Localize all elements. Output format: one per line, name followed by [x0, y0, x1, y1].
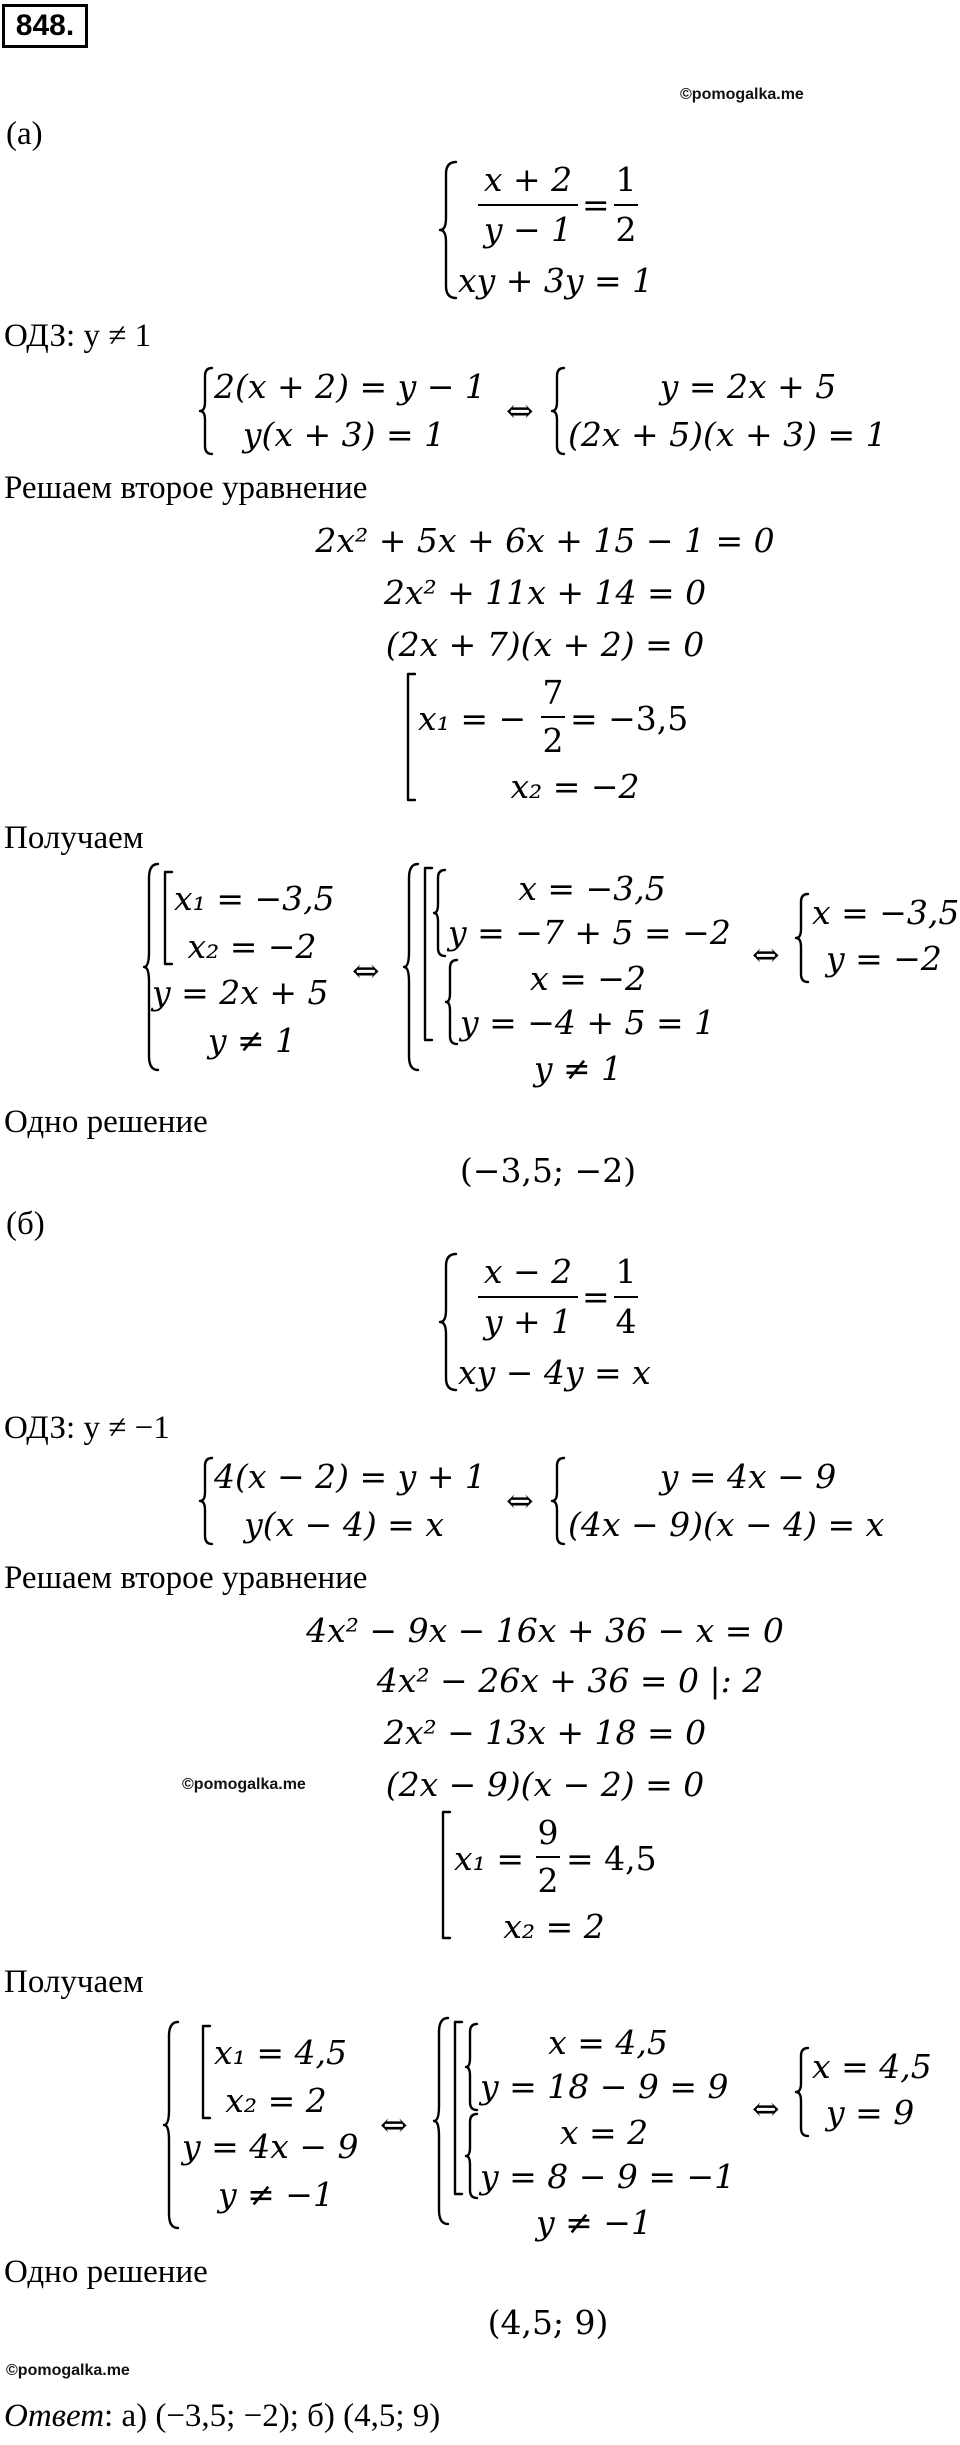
- section-heading: Решаем второе уравнение: [4, 470, 368, 506]
- equation: y = 4x − 9: [659, 1457, 837, 1496]
- equation: y = −4 + 5 = 1: [460, 1003, 716, 1042]
- equation: y(x − 4) = x: [244, 1505, 444, 1544]
- final-answer-label: Ответ: [4, 2398, 105, 2434]
- equation: 4x² − 26x + 36 = 0 |: 2: [376, 1661, 764, 1700]
- equals-sign: =: [582, 185, 610, 224]
- brace: [440, 160, 460, 300]
- equation: 4(x − 2) = y + 1: [214, 1457, 486, 1496]
- final-answer: [4, 2400, 440, 2433]
- fraction-numerator: x − 2: [483, 1252, 573, 1291]
- watermark: ©pomogalka.me: [6, 2362, 130, 2379]
- part-a-label: (а): [6, 116, 43, 152]
- root-value: = 4,5: [566, 1839, 657, 1878]
- equation: y ≠ 1: [533, 1049, 623, 1088]
- equation: y = 2x + 5: [659, 367, 837, 406]
- equation: 2x² + 5x + 6x + 15 − 1 = 0: [315, 521, 775, 560]
- equation: y = 18 − 9 = 9: [480, 2067, 729, 2106]
- fraction-bar: [614, 1296, 638, 1298]
- root-equation: x₂ = 2: [503, 1907, 605, 1946]
- equation: x = 4,5: [812, 2047, 932, 2086]
- equation: x = −3,5: [812, 893, 960, 932]
- section-heading: Одно решение: [4, 2254, 208, 2290]
- odz: ОДЗ: y ≠ −1: [4, 1410, 170, 1446]
- equation: y(x + 3) = 1: [242, 415, 446, 454]
- equation: (2x + 7)(x + 2) = 0: [385, 625, 705, 664]
- bracket: [440, 1810, 452, 1940]
- equation: x = 4,5: [548, 2023, 668, 2062]
- equation: y = 8 − 9 = −1: [480, 2157, 736, 2196]
- watermark: ©pomogalka.me: [182, 1776, 306, 1793]
- equation: y = 2x + 5: [152, 973, 329, 1012]
- fraction-numerator: 1: [615, 1252, 637, 1291]
- equivalence-sign: ⇔: [752, 2089, 780, 2128]
- brace: [440, 1252, 460, 1392]
- fraction-denominator: 2: [615, 210, 637, 249]
- fraction-denominator: 4: [615, 1302, 637, 1341]
- section-heading: Решаем второе уравнение: [4, 1560, 368, 1596]
- brace: [466, 2022, 480, 2112]
- bracket: [405, 672, 417, 802]
- watermark: ©pomogalka.me: [680, 86, 804, 103]
- equation: 2x² − 13x + 18 = 0: [383, 1713, 707, 1752]
- equation: x₂ = −2: [187, 927, 317, 966]
- brace: [466, 2112, 480, 2200]
- equation: x = −2: [530, 959, 646, 998]
- bracket: [452, 2020, 464, 2196]
- root-equation: x₁ =: [454, 1839, 524, 1878]
- bracket: [162, 870, 174, 966]
- equation: y ≠ 1: [207, 1021, 297, 1060]
- brace: [446, 958, 460, 1046]
- section-heading: Одно решение: [4, 1104, 208, 1140]
- part-b-label: (б): [6, 1206, 45, 1242]
- fraction-bar: [541, 716, 565, 718]
- equation: (2x − 9)(x − 2) = 0: [385, 1765, 705, 1804]
- problem-number: 848.: [2, 4, 88, 48]
- brace: [796, 892, 812, 984]
- final-answer-text: : а) (−3,5; −2); б) (4,5; 9): [104, 2398, 441, 2434]
- fraction-denominator: y − 1: [483, 210, 573, 249]
- brace: [144, 862, 162, 1072]
- fraction-numerator: x + 2: [483, 160, 573, 199]
- fraction-denominator: 2: [537, 1861, 559, 1900]
- brace: [796, 2046, 812, 2138]
- equivalence-sign: ⇔: [752, 935, 780, 974]
- fraction-bar: [614, 204, 638, 206]
- brace: [552, 366, 568, 456]
- brace: [434, 868, 448, 958]
- equivalence-sign: ⇔: [352, 951, 380, 990]
- fraction-bar: [478, 204, 578, 206]
- equation: xy − 4y = x: [458, 1353, 651, 1392]
- fraction-numerator: 9: [537, 1813, 559, 1852]
- answer-b: (4,5; 9): [487, 2303, 609, 2342]
- equation: x = −3,5: [518, 869, 666, 908]
- brace: [164, 2020, 182, 2230]
- equivalence-sign: ⇔: [380, 2105, 408, 2144]
- fraction-numerator: 1: [615, 160, 637, 199]
- equation: y ≠ −1: [218, 2175, 334, 2214]
- equation: xy + 3y = 1: [458, 261, 654, 300]
- fraction-denominator: 2: [542, 721, 564, 760]
- equation: y ≠ −1: [536, 2203, 652, 2242]
- equation: x = 2: [559, 2113, 649, 2152]
- equals-sign: =: [582, 1277, 610, 1316]
- equation: x₁ = −3,5: [174, 879, 335, 918]
- equation: 2x² + 11x + 14 = 0: [383, 573, 707, 612]
- bracket: [200, 2024, 212, 2120]
- root-value: = −3,5: [570, 699, 689, 738]
- equation: y = −7 + 5 = −2: [448, 913, 731, 952]
- equation: 4x² − 9x − 16x + 36 − x = 0: [306, 1611, 784, 1650]
- brace: [552, 1456, 568, 1546]
- odz: ОДЗ: y ≠ 1: [4, 318, 152, 354]
- equation: x₁ = 4,5: [214, 2033, 347, 2072]
- equivalence-sign: ⇔: [506, 1481, 534, 1520]
- equation: y = −2: [826, 939, 942, 978]
- root-equation: x₂ = −2: [510, 767, 640, 806]
- equation: 2(x + 2) = y − 1: [214, 367, 486, 406]
- equation: (4x − 9)(x − 4) = x: [568, 1505, 885, 1544]
- equation: y = 4x − 9: [182, 2127, 359, 2166]
- equation: x₂ = 2: [225, 2081, 327, 2120]
- fraction-bar: [536, 1856, 560, 1858]
- root-equation: x₁ = −: [418, 699, 527, 738]
- brace: [434, 2016, 452, 2226]
- section-heading: Получаем: [4, 1964, 144, 2000]
- brace: [404, 862, 422, 1072]
- bracket: [422, 866, 434, 1042]
- equation: y = 9: [826, 2093, 915, 2132]
- section-heading: Получаем: [4, 820, 144, 856]
- fraction-numerator: 7: [542, 673, 564, 712]
- fraction-denominator: y + 1: [483, 1302, 573, 1341]
- answer-a: (−3,5; −2): [459, 1151, 637, 1190]
- equivalence-sign: ⇔: [506, 391, 534, 430]
- fraction-bar: [478, 1296, 578, 1298]
- equation: (2x + 5)(x + 3) = 1: [568, 415, 887, 454]
